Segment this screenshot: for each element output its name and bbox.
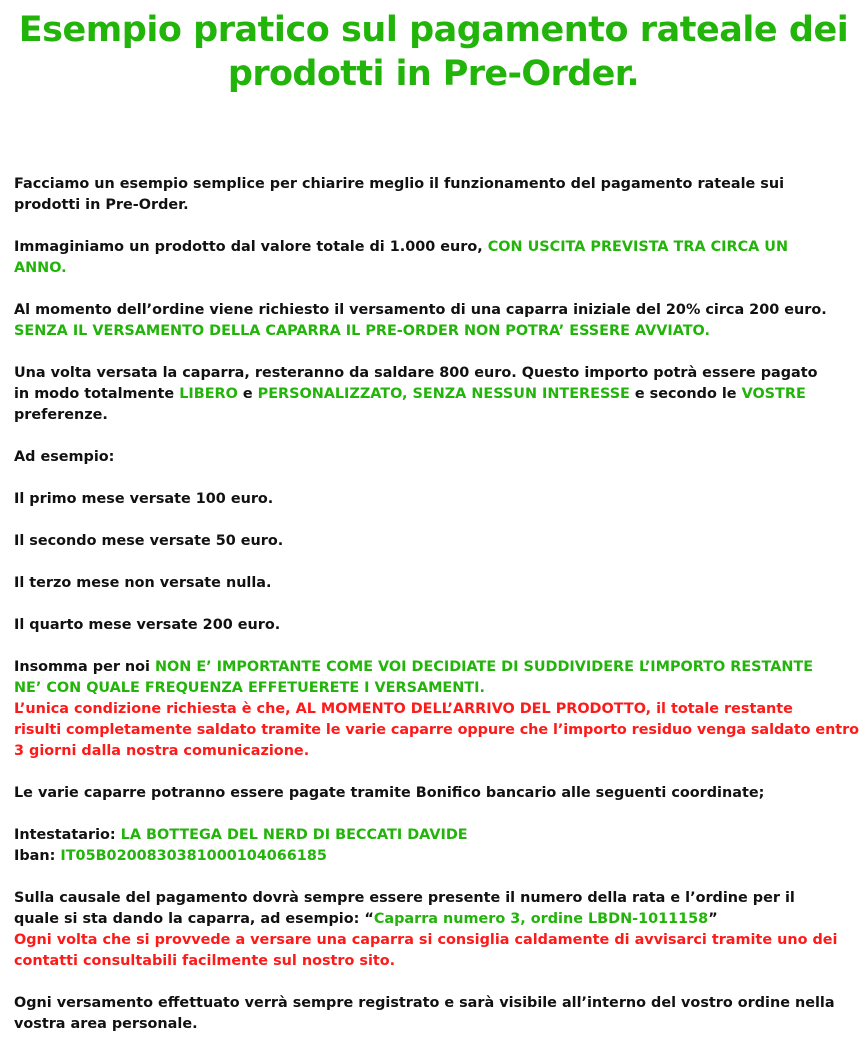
balance-line-3: preferenze. <box>14 407 108 423</box>
summary-highlight-end: NE’ CON QUALE FREQUENZA EFFETUERETE I VERSAMENTI. <box>14 680 485 696</box>
holder-value: LA BOTTEGA DEL NERD DI BECCATI DAVIDE <box>120 827 468 843</box>
intro-line-2: prodotti in Pre-Order. <box>14 197 189 213</box>
iban-label: Iban: <box>14 848 61 864</box>
condition-text-a: L’unica condizione richiesta è che, <box>14 701 296 717</box>
holder-label: Intestatario: <box>14 827 121 843</box>
iban-value: IT05B0200830381000104066185 <box>60 848 327 864</box>
reason-example: Caparra numero 3, ordine LBDN-1011158 <box>373 911 709 927</box>
balance-text-e: e secondo le <box>629 386 742 402</box>
intro-paragraph <box>14 174 859 216</box>
page-title <box>0 8 867 96</box>
release-highlight: CON USCITA PREVISTA TRA CIRCA UN <box>487 239 789 255</box>
release-highlight-end: ANNO. <box>14 260 67 276</box>
bank-details <box>14 825 859 867</box>
final-line-2: vostra area personale. <box>14 1016 198 1032</box>
example-month-2: Il secondo mese versate 50 euro. <box>14 533 284 549</box>
summary-paragraph <box>14 657 859 762</box>
reason-line-1: Sulla causale del pagamento dovrà sempre essere presente il numero della rata e l’ordine per il <box>14 890 795 906</box>
vostre-highlight: VOSTRE <box>741 386 806 402</box>
libero-highlight: LIBERO <box>179 386 238 402</box>
reason-quote-end: ” <box>708 911 718 927</box>
example-month-1: Il primo mese versate 100 euro. <box>14 491 274 507</box>
deposit-text: Al momento dell’ordine viene richiesto il versamento di una caparra iniziale del 20% circa 200 euro. <box>14 302 827 318</box>
intro-line-1: Facciamo un esempio semplice per chiarire meglio il funzionamento del pagamento rateale sui <box>14 176 785 192</box>
balance-text-a: in modo totalmente <box>14 386 180 402</box>
article-body <box>14 174 859 1056</box>
final-line-1: Ogni versamento effettuato verrà sempre registrato e sarà visibile all’interno del vostro ordine nella <box>14 995 835 1011</box>
notify-line-1: Ogni volta che si provvede a versare una caparra si consiglia caldamente di avvisarci tramite uno dei <box>14 932 838 948</box>
balance-paragraph <box>14 363 859 426</box>
personalizzato-highlight: PERSONALIZZATO, SENZA NESSUN INTERESSE <box>257 386 630 402</box>
notify-line-2: contatti consultabili facilmente sul nostro sito. <box>14 953 396 969</box>
product-paragraph <box>14 237 859 279</box>
example-month-3: Il terzo mese non versate nulla. <box>14 575 272 591</box>
deposit-paragraph <box>14 300 859 342</box>
example-month-4: Il quarto mese versate 200 euro. <box>14 617 281 633</box>
title-line-2: prodotti in Pre-Order. <box>227 54 640 94</box>
final-paragraph <box>14 993 859 1035</box>
condition-text-c: , il totale restante <box>645 701 793 717</box>
reason-paragraph <box>14 888 859 972</box>
condition-line-2: risulti completamente saldato tramite le varie caparre oppure che l’importo residuo venga saldato entro <box>14 722 859 738</box>
balance-text-c: e <box>237 386 258 402</box>
condition-highlight: AL MOMENTO DELL’ARRIVO DEL PRODOTTO <box>295 701 646 717</box>
balance-line-1: Una volta versata la caparra, resteranno da saldare 800 euro. Questo importo potrà essere pagato <box>14 365 818 381</box>
summary-highlight: NON E’ IMPORTANTE COME VOI DECIDIATE DI SUDDIVIDERE L’IMPORTO RESTANTE <box>155 659 814 675</box>
product-text: Immaginiamo un prodotto dal valore totale di 1.000 euro, <box>14 239 488 255</box>
example-intro: Ad esempio: <box>14 449 115 465</box>
payment-text: Le varie caparre potranno essere pagate tramite Bonifico bancario alle seguenti coordinate; <box>14 785 765 801</box>
reason-text: quale si sta dando la caparra, ad esempio: “ <box>14 911 374 927</box>
deposit-warning: SENZA IL VERSAMENTO DELLA CAPARRA IL PRE-ORDER NON POTRA’ ESSERE AVVIATO. <box>14 323 710 339</box>
condition-line-3: 3 giorni dalla nostra comunicazione. <box>14 743 310 759</box>
summary-text: Insomma per noi <box>14 659 156 675</box>
title-line-1: Esempio pratico sul pagamento rateale dei <box>18 10 849 50</box>
